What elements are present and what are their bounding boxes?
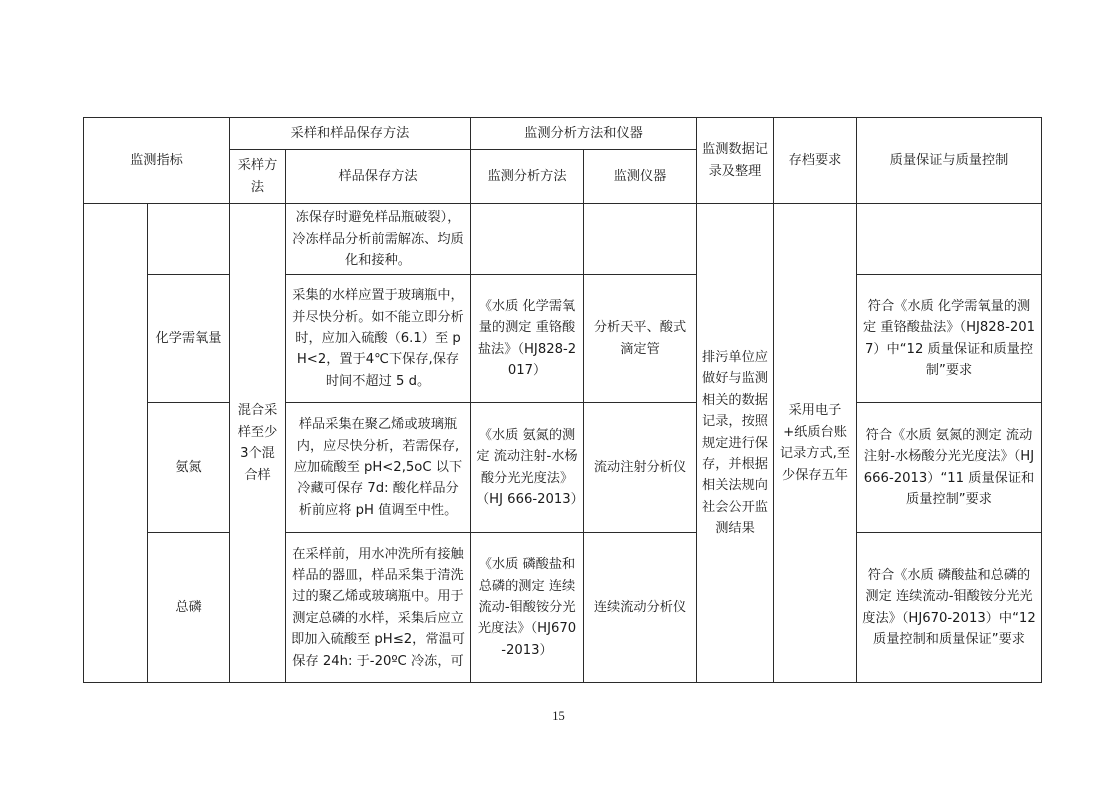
header-row-1 <box>84 118 1042 150</box>
indicator-name: 氨氮 <box>148 403 230 533</box>
table-body <box>84 204 1042 683</box>
sample-preservation-value: 冻保存时避免样品瓶破裂），冷冻样品分析前需解冻、均质化和接种。 <box>286 204 471 275</box>
quality-assurance-value: 符合《水质 化学需氧量的测定 重铬酸盐法》（HJ828-2017）中“12 质量保证和质量控制”要求 <box>857 275 1042 403</box>
header-analysis-method-and-instrument: 监测分析方法和仪器 <box>471 118 697 150</box>
monitoring-indicators-table <box>83 117 1042 683</box>
indicator-name: 总磷 <box>148 533 230 683</box>
header-analysis-method: 监测分析方法 <box>471 150 584 204</box>
header-data-record: 监测数据记录及整理 <box>697 118 774 204</box>
table-header <box>84 118 1042 204</box>
indicator-name <box>148 204 230 275</box>
header-archive-requirement: 存档要求 <box>774 118 857 204</box>
table-row <box>84 204 1042 275</box>
header-instrument: 监测仪器 <box>584 150 697 204</box>
sample-preservation-value: 在采样前，用水冲洗所有接触样品的器皿，样品采集于清洗过的聚乙烯或玻璃瓶中。用于测定总磷的水样，采集后应立即加入硫酸至 pH≤2，常温可保存 24h: 于-20ºC 冷冻，可 <box>286 533 471 683</box>
instrument-value: 分析天平、酸式滴定管 <box>584 275 697 403</box>
indicator-outer-merged <box>84 204 148 683</box>
sample-preservation-value: 采集的水样应置于玻璃瓶中，并尽快分析。如不能立即分析时，应加入硫酸（6.1）至 pH<2，置于4℃下保存,保存时间不超过 5 d。 <box>286 275 471 403</box>
analysis-method-value: 《水质 磷酸盐和总磷的测定 连续流动-钼酸铵分光光度法》（HJ670-2013） <box>471 533 584 683</box>
sample-preservation-value: 样品采集在聚乙烯或玻璃瓶内，应尽快分析，若需保存,应加硫酸至 pH<2,5oC 以下冷藏可保存 7d: 酸化样品分析前应将 pH 值调至中性。 <box>286 403 471 533</box>
instrument-value: 流动注射分析仪 <box>584 403 697 533</box>
header-sampling-method: 采样方法 <box>230 150 286 204</box>
header-quality-assurance: 质量保证与质量控制 <box>857 118 1042 204</box>
analysis-method-value: 《水质 化学需氧量的测定 重铬酸盐法》（HJ828-2017） <box>471 275 584 403</box>
table-row <box>84 533 1042 683</box>
quality-assurance-value <box>857 204 1042 275</box>
monitoring-table-container <box>83 117 1041 683</box>
table-row <box>84 403 1042 533</box>
quality-assurance-value: 符合《水质 氨氮的测定 流动注射-水杨酸分光光度法》（HJ 666-2013）“11 质量保证和质量控制”要求 <box>857 403 1042 533</box>
data-record-value: 排污单位应做好与监测相关的数据记录，按照规定进行保存，并根据相关法规向社会公开监测结果 <box>697 204 774 683</box>
header-sampling-and-preservation: 采样和样品保存方法 <box>230 118 471 150</box>
header-sample-preservation: 样品保存方法 <box>286 150 471 204</box>
page-number: 15 <box>552 709 565 723</box>
analysis-method-value: 《水质 氨氮的测定 流动注射-水杨酸分光光度法》（HJ 666-2013） <box>471 403 584 533</box>
instrument-value <box>584 204 697 275</box>
archive-requirement-value: 采用电子+纸质台账记录方式,至少保存五年 <box>774 204 857 683</box>
sampling-method-value: 混合采样至少3个混合样 <box>230 204 286 683</box>
header-indicator: 监测指标 <box>84 118 230 204</box>
analysis-method-value <box>471 204 584 275</box>
quality-assurance-value: 符合《水质 磷酸盐和总磷的测定 连续流动-钼酸铵分光光度法》（HJ670-2013）中“12 质量控制和质量保证”要求 <box>857 533 1042 683</box>
instrument-value: 连续流动分析仪 <box>584 533 697 683</box>
indicator-name: 化学需氧量 <box>148 275 230 403</box>
table-row <box>84 275 1042 403</box>
